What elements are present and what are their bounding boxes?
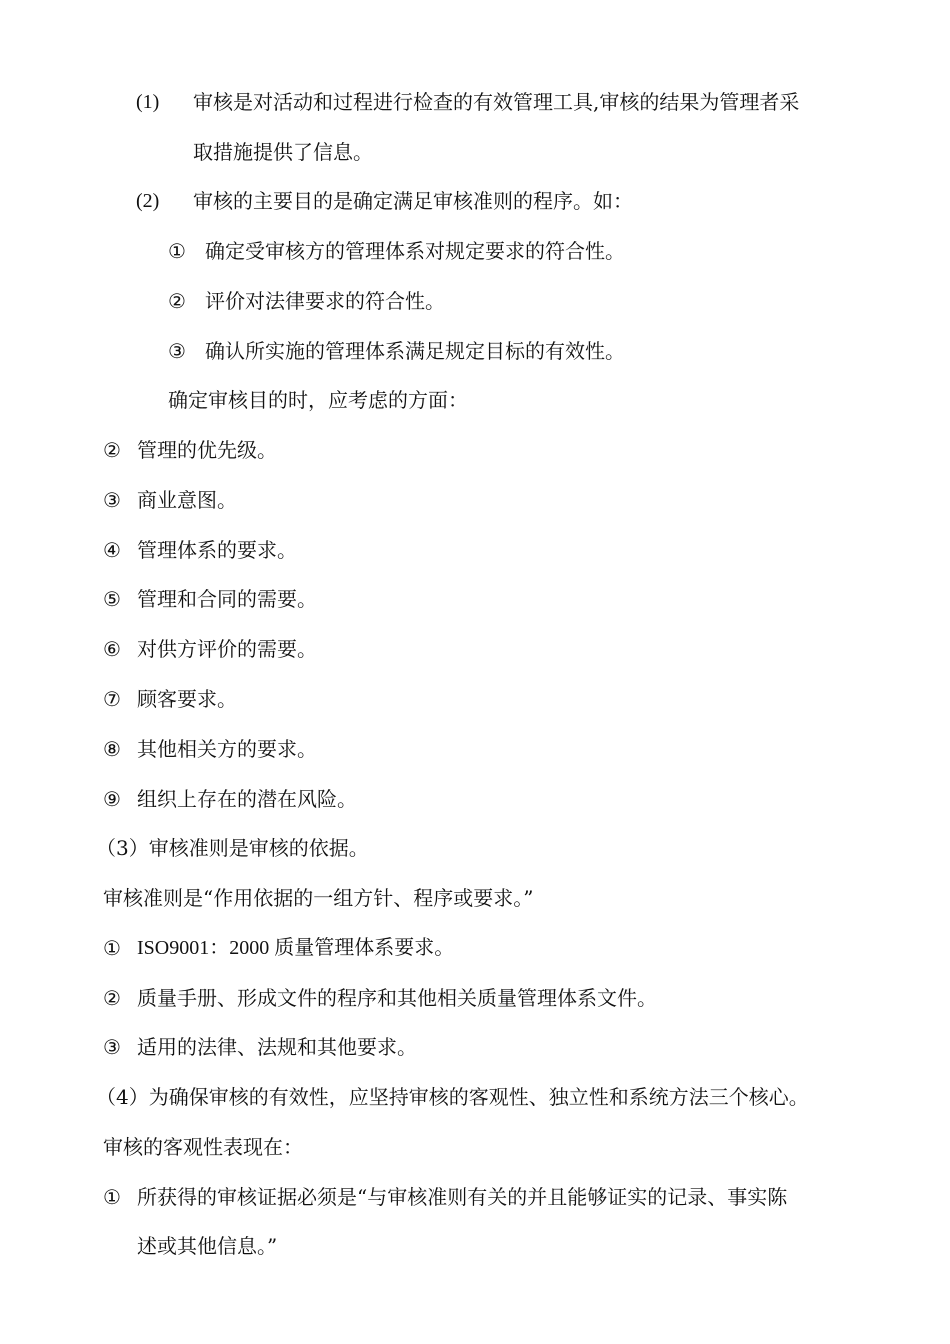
consideration-5-text: 对供方评价的需要。 (137, 637, 317, 661)
consideration-7-text: 其他相关方的要求。 (137, 737, 317, 761)
criteria-3-text: 适用的法律、法规和其他要求。 (137, 1035, 417, 1059)
considerations-intro: 确定审核目的时，应考虑的方面： (168, 388, 468, 412)
criteria-2-marker: ② (103, 986, 121, 1010)
item-2-sub-1-text: 确定受审核方的管理体系对规定要求的符合性。 (205, 239, 625, 263)
item-3-heading: （3）审核准则是审核的依据。 (96, 836, 369, 860)
consideration-2-marker: ③ (103, 488, 121, 512)
consideration-8-marker: ⑨ (103, 787, 121, 811)
criteria-1-marker: ① (103, 936, 121, 960)
evidence-text-line-1: 所获得的审核证据必须是“与审核准则有关的并且能够证实的记录、事实陈 (137, 1185, 788, 1209)
item-2-text: 审核的主要目的是确定满足审核准则的程序。如： (193, 189, 633, 213)
consideration-4-marker: ⑤ (103, 587, 121, 611)
item-3-definition: 审核准则是“作用依据的一组方针、程序或要求。” (103, 886, 534, 910)
consideration-3-marker: ④ (103, 538, 121, 562)
item-2-sub-2-text: 评价对法律要求的符合性。 (205, 289, 445, 313)
item-2-sub-2-marker: ② (168, 289, 186, 313)
criteria-2-text: 质量手册、形成文件的程序和其他相关质量管理体系文件。 (137, 986, 657, 1010)
objectivity-intro: 审核的客观性表现在： (103, 1135, 303, 1159)
consideration-8-text: 组织上存在的潜在风险。 (137, 787, 357, 811)
item-1-text-line-1: 审核是对活动和过程进行检查的有效管理工具,审核的结果为管理者采 (193, 90, 800, 114)
item-2-sub-3-text: 确认所实施的管理体系满足规定目标的有效性。 (205, 339, 625, 363)
consideration-3-text: 管理体系的要求。 (137, 538, 297, 562)
consideration-6-marker: ⑦ (103, 687, 121, 711)
item-1-number: (1) (136, 91, 160, 113)
item-2-sub-3-marker: ③ (168, 339, 186, 363)
item-4-heading: （4）为确保审核的有效性，应坚持审核的客观性、独立性和系统方法三个核心。 (96, 1085, 809, 1109)
evidence-text-line-2: 述或其他信息。” (137, 1234, 278, 1258)
consideration-7-marker: ⑧ (103, 737, 121, 761)
consideration-6-text: 顾客要求。 (137, 687, 237, 711)
evidence-marker: ① (103, 1185, 121, 1209)
item-1-text-line-2: 取措施提供了信息。 (193, 140, 373, 164)
consideration-1-marker: ② (103, 438, 121, 462)
item-2-number: (2) (136, 190, 160, 212)
criteria-1-text: ISO9001：2000 质量管理体系要求。 (137, 937, 455, 959)
consideration-4-text: 管理和合同的需要。 (137, 587, 317, 611)
consideration-5-marker: ⑥ (103, 637, 121, 661)
item-2-sub-1-marker: ① (168, 239, 186, 263)
consideration-2-text: 商业意图。 (137, 488, 237, 512)
criteria-3-marker: ③ (103, 1035, 121, 1059)
consideration-1-text: 管理的优先级。 (137, 438, 277, 462)
